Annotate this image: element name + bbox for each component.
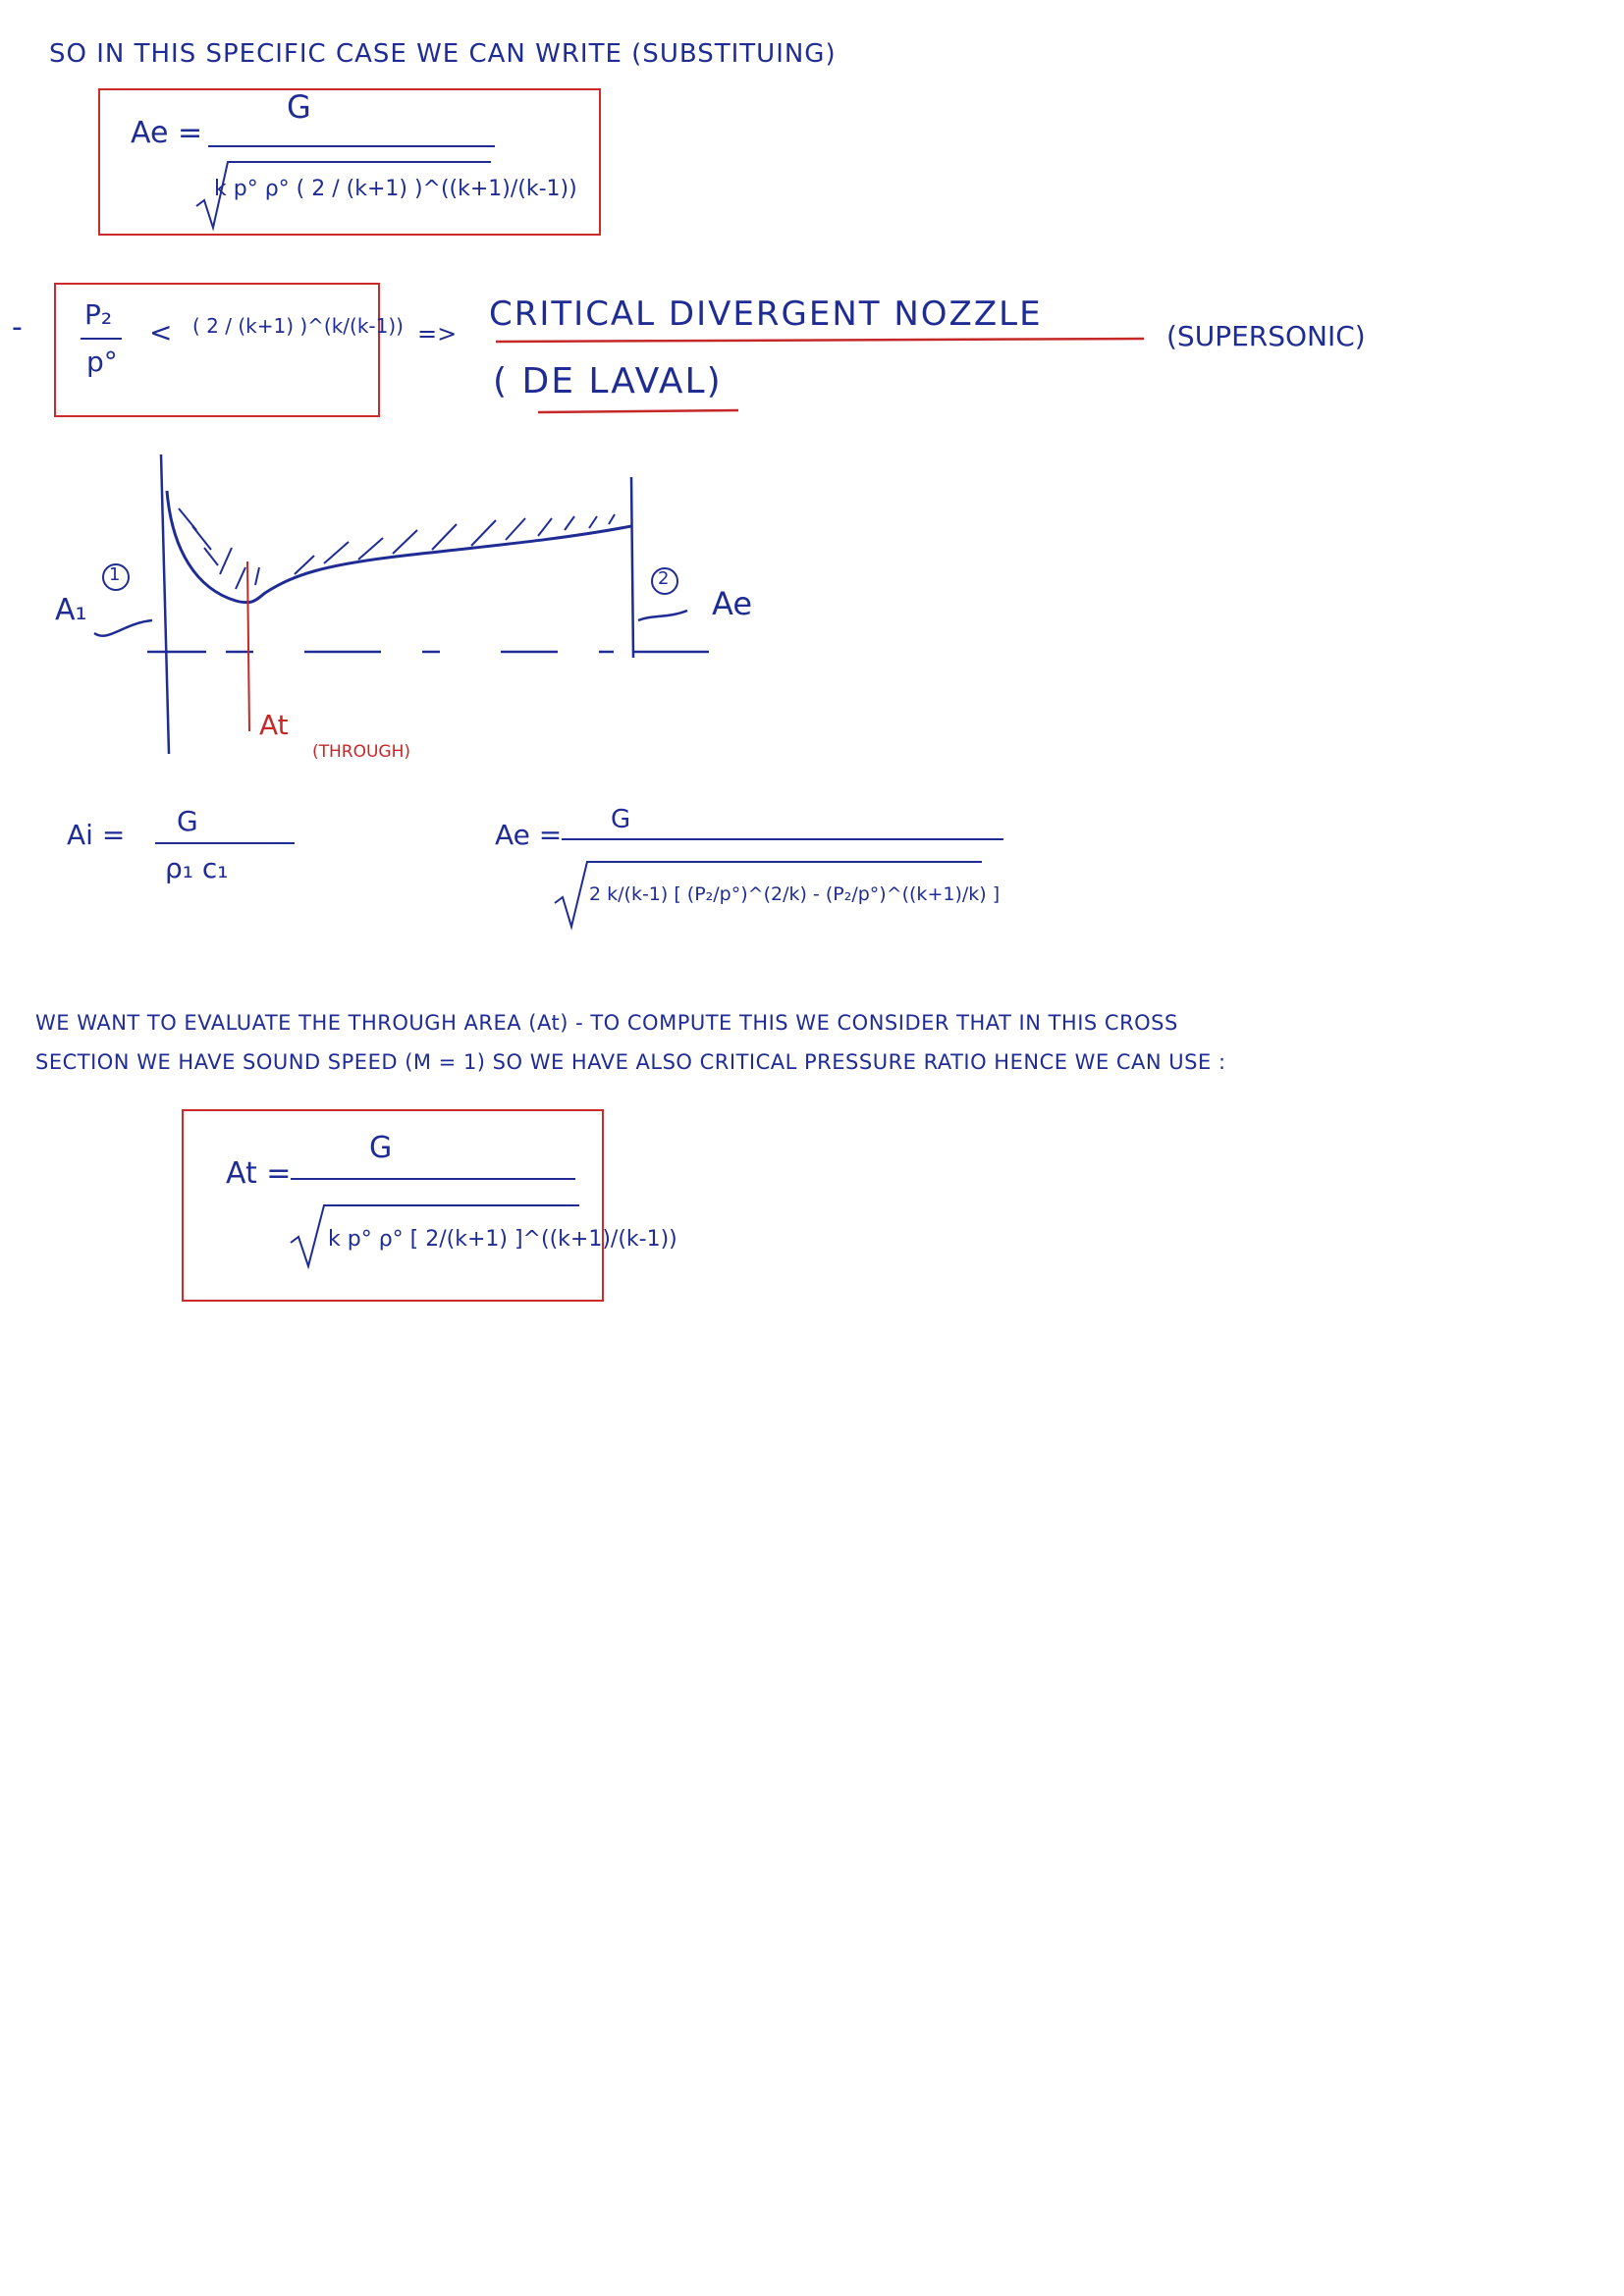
label-at: At (259, 709, 289, 741)
ae-general-fraction-bar (562, 838, 1003, 840)
condition-lhs-num: P₂ (84, 298, 113, 331)
ai-fraction-bar (155, 842, 295, 844)
label-ae-outlet: Ae (712, 585, 753, 622)
ae-numerator: G (287, 88, 311, 126)
result-line2: ( DE LAVAL) (493, 361, 723, 401)
label-point-2: 2 (658, 568, 670, 589)
ae-denominator: k p° ρ° ( 2 / (k+1) )^((k+1)/(k-1)) (214, 177, 577, 201)
text-line-2: WE WANT TO EVALUATE THE THROUGH AREA (At) - TO COMPUTE THIS WE CONSIDER THAT IN THIS CROSS (35, 1011, 1178, 1035)
ae-general-lhs: Ae = (495, 819, 563, 851)
ai-denominator: ρ₁ c₁ (165, 852, 229, 884)
at-fraction-bar (291, 1178, 575, 1180)
at-denominator: k p° ρ° [ 2/(k+1) ]^((k+1)/(k-1)) (328, 1227, 677, 1252)
text-line-3: SECTION WE HAVE SOUND SPEED (M = 1) SO WE HAVE ALSO CRITICAL PRESSURE RATIO HENCE WE CAN USE : (35, 1050, 1226, 1074)
at-lhs: At = (226, 1156, 292, 1191)
condition-lhs-den: p° (86, 346, 118, 378)
result-line1: CRITICAL DIVERGENT NOZZLE (489, 294, 1043, 334)
at-formula-box (182, 1109, 604, 1302)
result-supersonic: (SUPERSONIC) (1166, 320, 1366, 352)
condition-rhs: ( 2 / (k+1) )^(k/(k-1)) (192, 314, 404, 338)
label-throat: (THROUGH) (312, 742, 411, 762)
at-numerator: G (369, 1131, 393, 1165)
intro-line: SO IN THIS SPECIFIC CASE WE CAN WRITE (SUBSTITUING) (49, 39, 837, 69)
ae-general-numerator: G (611, 805, 631, 834)
label-a1: A₁ (55, 593, 87, 627)
implies-arrow: => (417, 320, 458, 347)
ae-lhs: Ae = (131, 116, 203, 150)
condition-relation: < (149, 316, 173, 348)
ai-lhs: Ai = (67, 819, 126, 851)
ae-general-denominator: 2 k/(k-1) [ (P₂/p°)^(2/k) - (P₂/p°)^((k+1)/k) ] (589, 883, 1001, 905)
label-point-1: 1 (109, 564, 121, 585)
condition-dash: - (12, 310, 23, 345)
ai-numerator: G (177, 805, 198, 837)
